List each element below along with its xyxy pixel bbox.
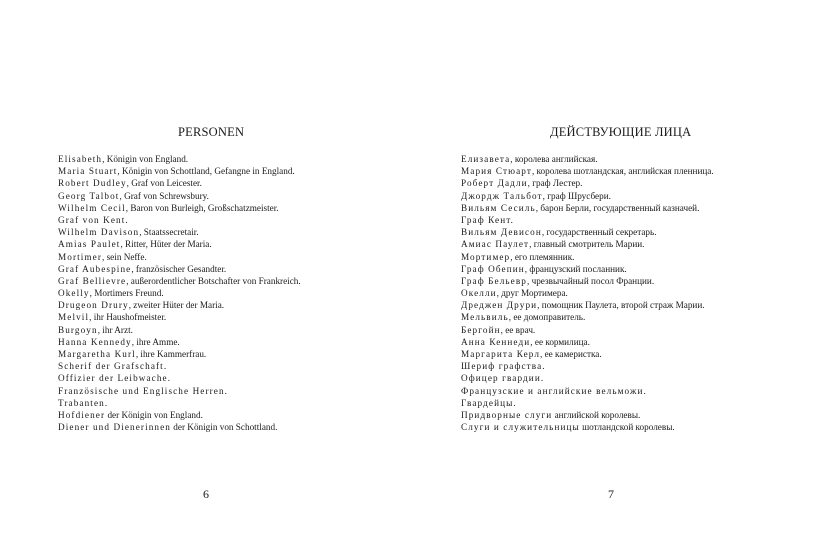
character-name: Дреджен Друри [461,300,538,311]
character-name: Бергойн [461,324,501,335]
character-entry [58,311,301,323]
character-entry [58,177,301,189]
character-entry [58,348,301,360]
character-name: Graf Bellievre [58,275,127,286]
right-page [409,0,818,540]
character-name: Придворные слуги [461,409,553,420]
character-description: , ihr Arzt. [97,324,133,335]
dramatis-personae-german [58,153,301,433]
left-page-number: 6 [203,487,209,501]
character-name: Елизавета [461,154,511,164]
character-description: , Graf von Schrewsbury. [119,190,209,201]
character-entry [58,251,301,263]
character-name: Вильям Девисон [461,227,542,238]
character-name: Офицер гвардии. [461,373,545,384]
character-description: , его племянник. [510,251,575,262]
character-entry [461,202,714,214]
character-description: , Baron von Burleigh, Großschatzmeister. [125,202,279,213]
character-description: , чрезвычайный посол Франции. [527,275,655,286]
character-name: Maria Stuart [58,166,118,177]
character-entry [461,251,714,263]
character-entry [461,214,714,226]
character-entry [58,299,301,311]
character-entry [461,238,714,250]
character-name: Offizier der Leibwache. [58,373,172,384]
character-name: Mortimer [58,251,103,262]
character-name: Граф Кент. [461,214,515,225]
character-description: , ihre Amme. [131,336,180,347]
right-page-heading: ДЕЙСТВУЮЩИЕ ЛИЦА [550,125,692,139]
dramatis-personae-russian [461,153,714,433]
character-name: Роберт Дадли [461,178,528,189]
character-entry [461,421,714,433]
character-description: , друг Мортимера. [496,288,568,299]
character-description: , государственный секретарь. [541,227,657,238]
character-name: Мортимер [461,251,511,262]
character-description: , королева английская. [510,154,598,164]
character-description: , ее врач. [500,324,536,335]
character-entry [58,275,301,287]
character-entry [58,324,301,336]
character-description: der Königin von Schottland. [170,422,278,433]
character-entry [58,360,301,372]
character-name: Hanna Kennedy [58,336,132,347]
character-name: Okelly [58,288,90,299]
character-name: Мельвиль [461,312,509,323]
character-entry [461,226,714,238]
character-description: , Ritter, Hüter der Maria. [120,239,212,250]
character-entry [461,336,714,348]
character-entry [461,287,714,299]
character-description: , граф Лестер. [527,178,583,189]
character-description: , zweiter Hüter der Maria. [128,300,225,311]
character-description: , ihre Kammerfrau. [135,349,207,359]
character-entry [58,190,301,202]
right-page-number: 7 [608,487,614,501]
character-description: , Königin von Schottland, Gefangne in England. [117,166,295,177]
character-entry [461,397,714,409]
character-description: , ее кормилица. [530,336,590,347]
character-entry [461,275,714,287]
character-description: , Königin von England. [102,154,189,164]
character-name: Маргарита Керл [461,349,541,359]
character-name: Слуги и служительницы [461,422,580,433]
character-name: Diener und Dienerinnen [58,422,171,433]
character-entry [58,226,301,238]
character-entry [461,324,714,336]
character-entry [461,409,714,421]
character-name: Окелли [461,288,497,299]
character-description: , Mortimers Freund. [89,288,164,299]
character-name: Amias Paulet [58,239,121,250]
character-name: Margaretha Kurl [58,349,136,359]
character-entry [461,372,714,384]
character-name: Анна Кеннеди [461,336,531,347]
character-entry [58,238,301,250]
character-entry [461,348,714,360]
character-entry [461,360,714,372]
character-entry [461,165,714,177]
character-entry [58,165,301,177]
character-entry [461,177,714,189]
character-name: Graf Aubespine [58,263,132,274]
character-name: Шериф графства. [461,361,546,372]
character-entry [58,153,301,165]
character-name: Джордж Тальбот [461,190,543,201]
character-name: Melvil [58,312,90,323]
character-name: Wilhelm Cecil [58,202,126,213]
character-name: Robert Dudley [58,178,127,189]
character-name: Burgoyn [58,324,98,335]
character-name: Graf von Kent. [58,214,129,225]
character-name: Граф Обепин [461,263,525,274]
character-entry [461,263,714,275]
character-description: , außerordentlicher Botschafter von Frankreich. [126,275,301,286]
character-name: Georg Talbot [58,190,120,201]
character-name: Мария Стюарт [461,166,532,177]
character-name: Elisabeth [58,154,103,164]
character-description: , französischer Gesandter. [131,263,227,274]
character-description: , sein Neffe. [102,251,147,262]
character-entry [58,421,301,433]
character-name: Амиас Паулет [461,239,530,250]
left-page-heading: PERSONEN [178,125,245,139]
character-name: Гвардейцы. [461,397,517,408]
character-description: , ее камеристка. [540,349,602,359]
character-entry [58,397,301,409]
character-description: , главный смотритель Марии. [529,239,645,250]
character-entry [58,372,301,384]
character-entry [461,299,714,311]
character-description: , королева шотландская, английская пленница. [531,166,714,177]
character-name: Trabanten. [58,397,109,408]
character-name: Französische und Englische Herren. [58,385,229,396]
character-entry [58,409,301,421]
character-description: , граф Шрусбери. [542,190,611,201]
character-description: , ее домоправитель. [508,312,586,323]
character-description: английской королевы. [552,409,641,420]
character-name: Французские и английские вельможи. [461,385,647,396]
character-name: Вильям Сесиль [461,202,536,213]
character-description: шотландской королевы. [579,422,675,433]
character-entry [461,311,714,323]
character-description: , французский посланник. [524,263,627,274]
character-description: , Staatssecretair. [139,227,199,238]
character-description: , помощник Паулета, второй страж Марии. [537,300,705,311]
character-description: , Graf von Leicester. [126,178,202,189]
character-entry [461,190,714,202]
character-name: Drugeon Drury [58,300,129,311]
character-entry [461,385,714,397]
character-name: Граф Бельевр [461,275,527,286]
character-description: der Königin von England. [105,409,203,420]
character-description: , ihr Haushofmeister. [89,312,167,323]
character-entry [58,263,301,275]
character-entry [461,153,714,165]
character-name: Wilhelm Davison [58,227,140,238]
character-description: , барон Берли, государственный казначей. [535,202,700,213]
character-entry [58,287,301,299]
character-entry [58,214,301,226]
character-entry [58,202,301,214]
character-entry [58,385,301,397]
character-entry [58,336,301,348]
character-name: Hofdiener [58,409,106,420]
character-name: Scherif der Grafschaft. [58,361,168,372]
